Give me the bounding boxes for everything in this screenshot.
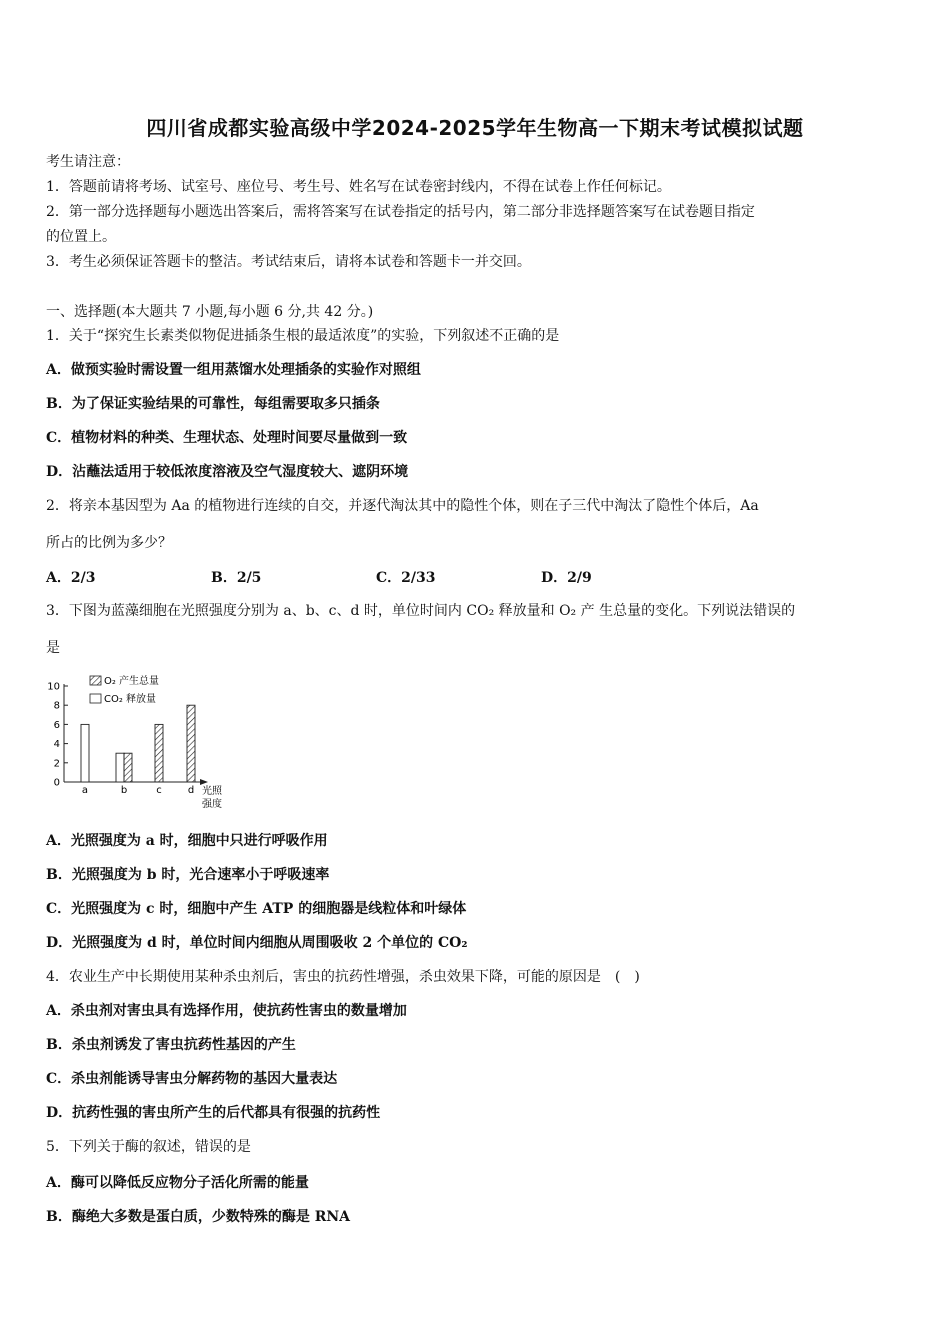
q4-option-c: C．杀虫剂能诱导害虫分解药物的基因大量表达 <box>46 1071 338 1087</box>
question-4 <box>46 967 906 987</box>
q4-option-d: D．抗药性强的害虫所产生的后代都具有很强的抗药性 <box>46 1105 381 1121</box>
y-tick-label: 2 <box>53 758 60 770</box>
bar-chart <box>40 668 240 813</box>
q1-option-d: D．沾蘸法适用于较低浓度溶液及空气湿度较大、遮阴环境 <box>46 464 409 480</box>
bar-co2-b <box>116 753 124 782</box>
notice-item-1: 1．答题前请将考场、试室号、座位号、考生号、姓名写在试卷密封线内，不得在试卷上作任何标记。 <box>46 179 671 195</box>
question-stem: 下图为蓝藻细胞在光照强度分别为 a、b、c、d 时，单位时间内 CO₂ 释放量和 O₂ 产 生总量的变化。下列说法错误的 <box>68 603 796 619</box>
question-number: 2． <box>46 498 69 514</box>
question-5 <box>46 1137 906 1157</box>
x-axis-label-line2: 强度 <box>202 799 222 810</box>
q2-option-d: D．2/9 <box>541 570 592 586</box>
q1-option-c: C．植物材料的种类、生理状态、处理时间要尽量做到一致 <box>46 430 408 446</box>
q4-option-a: A．杀虫剂对害虫具有选择作用，使抗药性害虫的数量增加 <box>46 1003 407 1019</box>
notice-heading: 考生请注意： <box>46 154 130 170</box>
q1-option-a: A．做预实验时需设置一组用蒸馏水处理插条的实验作对照组 <box>46 362 421 378</box>
x-axis-label-line1: 光照 <box>202 786 222 797</box>
notice-item-2-cont: 的位置上。 <box>46 229 116 245</box>
section-heading: 一、选择题(本大题共 7 小题,每小题 6 分,共 42 分。) <box>46 304 374 320</box>
q5-option-b: B．酶绝大多数是蛋白质，少数特殊的酶是 RNA <box>46 1209 350 1225</box>
q3-option-b: B．光照强度为 b 时，光合速率小于呼吸速率 <box>46 867 330 883</box>
y-tick-label: 4 <box>53 739 60 751</box>
bar-o2-d <box>187 705 195 782</box>
q3-option-d: D．光照强度为 d 时，单位时间内细胞从周围吸收 2 个单位的 CO₂ <box>46 935 468 951</box>
q2-option-c: C．2/33 <box>376 570 436 586</box>
q5-option-a: A．酶可以降低反应物分子活化所需的能量 <box>46 1175 309 1191</box>
bar-o2-b <box>124 753 132 782</box>
question-stem: 农业生产中长期使用某种杀虫剂后，害虫的抗药性增强，杀虫效果下降，可能的原因是 ( ) <box>68 969 640 985</box>
x-axis-arrow <box>200 779 208 785</box>
page-title: 四川省成都实验高级中学2024-2025学年生物高一下期末考试模拟试题 <box>146 116 804 140</box>
x-category-label: a <box>81 785 89 796</box>
y-tick-label: 0 <box>53 777 60 789</box>
x-category-label: c <box>156 785 162 796</box>
legend-swatch-co2 <box>90 694 101 703</box>
q2-option-b: B．2/5 <box>211 570 262 586</box>
legend-swatch-o2 <box>90 676 101 685</box>
question-stem: 关于“探究生长素类似物促进插条生根的最适浓度”的实验，下列叙述不正确的是 <box>68 328 560 344</box>
q3-option-c: C．光照强度为 c 时，细胞中产生 ATP 的细胞器是线粒体和叶绿体 <box>46 901 467 917</box>
bar-o2-c <box>155 724 163 782</box>
question-2 <box>46 496 906 516</box>
question-2-cont: 所占的比例为多少？ <box>46 535 172 551</box>
question-stem: 下列关于酶的叙述，错误的是 <box>68 1139 251 1155</box>
question-number: 4． <box>46 969 69 985</box>
notice-item-2: 2．第一部分选择题每小题选出答案后，需将答案写在试卷指定的括号内，第二部分非选择题答案写在试卷题目指定 <box>46 204 755 220</box>
legend-label-o2: O₂ 产生总量 <box>104 676 160 687</box>
x-category-label: d <box>187 785 195 796</box>
question-1 <box>46 326 906 346</box>
q3-option-a: A．光照强度为 a 时，细胞中只进行呼吸作用 <box>46 833 328 849</box>
y-tick-label: 8 <box>53 700 60 712</box>
question-3 <box>46 601 906 621</box>
question-3-cont: 是 <box>46 640 60 656</box>
x-category-label: b <box>120 785 128 796</box>
q2-option-a: A．2/3 <box>46 570 96 586</box>
q1-option-b: B．为了保证实验结果的可靠性，每组需要取多只插条 <box>46 396 380 412</box>
y-tick-label: 6 <box>53 719 60 731</box>
y-tick-label: 10 <box>47 681 60 693</box>
question-number: 5． <box>46 1139 69 1155</box>
question-number: 1． <box>46 328 69 344</box>
q4-option-b: B．杀虫剂诱发了害虫抗药性基因的产生 <box>46 1037 296 1053</box>
legend-label-co2: CO₂ 释放量 <box>104 694 157 705</box>
notice-item-3: 3．考生必须保证答题卡的整洁。考试结束后，请将本试卷和答题卡一并交回。 <box>46 254 531 270</box>
question-stem: 将亲本基因型为 Aa 的植物进行连续的自交，并逐代淘汰其中的隐性个体，则在子三代中淘汰了隐性个体后，Aa <box>68 498 759 514</box>
question-number: 3． <box>46 603 69 619</box>
bar-co2-a <box>81 724 89 782</box>
